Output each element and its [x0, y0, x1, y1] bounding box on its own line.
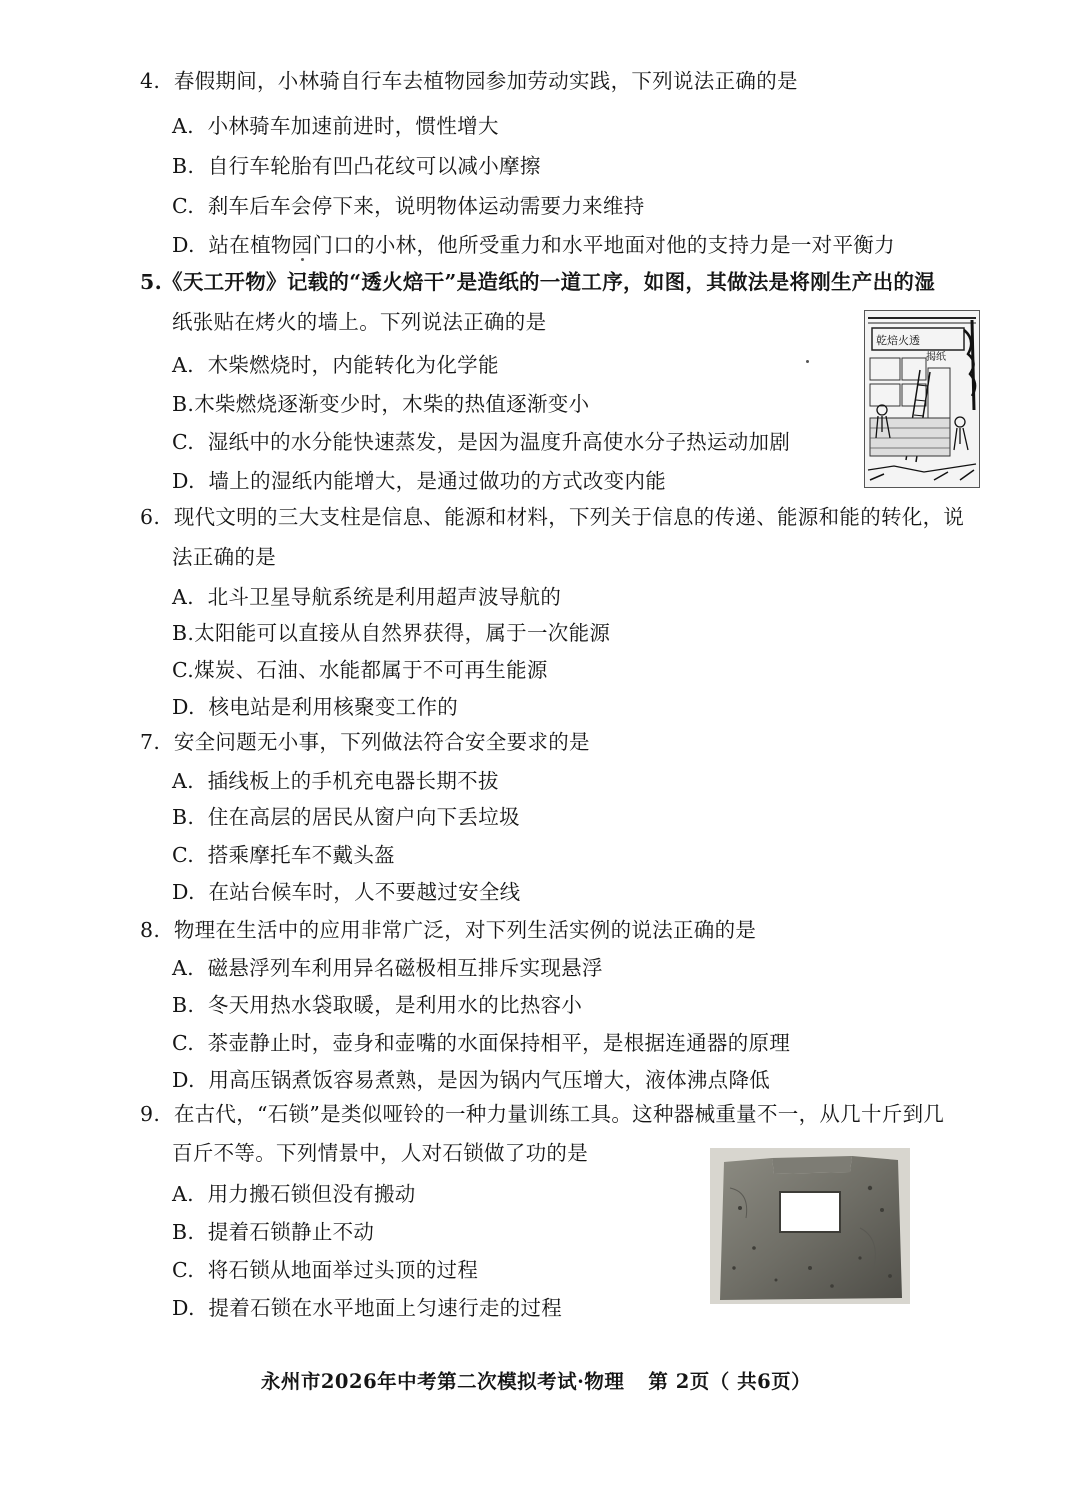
q6-stem-line-1: 6. 现代文明的三大支柱是信息、能源和材料，下列关于信息的传递、能源和能的转化，说	[140, 505, 965, 529]
q8-option-c: C. 茶壶静止时，壶身和壶嘴的水面保持相平，是根据连通器的原理	[172, 1031, 791, 1055]
q9-stem-line-1: 9. 在古代，“石锁”是类似哑铃的一种力量训练工具。这种器械重量不一，从几十斤到几	[140, 1102, 945, 1126]
q8-option-d: D. 用高压锅煮饭容易煮熟，是因为锅内气压增大，液体沸点降低	[172, 1068, 771, 1092]
q5-option-c: C. 湿纸中的水分能快速蒸发，是因为温度升高使水分子热运动加剧	[172, 430, 791, 454]
q4-number: 4.	[140, 69, 161, 93]
q4-option-b: B. 自行车轮胎有凹凸花纹可以减小摩擦	[172, 154, 541, 178]
figure-side-label: 揭纸	[926, 352, 946, 363]
q6-number: 6.	[140, 505, 161, 529]
q8-stem-line-1: 8. 物理在生活中的应用非常广泛，对下列生活实例的说法正确的是	[140, 918, 757, 942]
q9-option-d: D. 提着石锁在水平地面上匀速行走的过程	[172, 1296, 563, 1320]
q4-option-d: D. 站在植物园门口的小林，他所受重力和水平地面对他的支持力是一对平衡力	[172, 233, 895, 257]
q5-option-d: D. 墙上的湿纸内能增大，是通过做功的方式改变内能	[172, 469, 667, 493]
q4-option-a: A. 小林骑车加速前进时，惯性增大	[172, 114, 499, 138]
page-number: 第 2页（ 共6页）	[648, 1370, 812, 1393]
q8-option-a: A. 磁悬浮列车利用异名磁极相互排斥实现悬浮	[172, 956, 603, 980]
q8-number: 8.	[140, 918, 161, 942]
q7-option-c: C. 搭乘摩托车不戴头盔	[172, 843, 395, 867]
stone-lock-photo	[710, 1148, 910, 1304]
q9-number: 9.	[140, 1102, 161, 1126]
papermaking-illustration	[864, 310, 980, 488]
q8-option-b: B. 冬天用热水袋取暖，是利用水的比热容小	[172, 993, 583, 1017]
q5-option-a: A. 木柴燃烧时，内能转化为化学能	[172, 353, 499, 377]
q7-stem-line-1: 7. 安全问题无小事，下列做法符合安全要求的是	[140, 730, 590, 754]
q5-stem-line-1: 5.《天工开物》记载的“透火焙干”是造纸的一道工序，如图，其做法是将刚生产出的湿	[140, 270, 935, 294]
q4-stem-line-1: 4. 春假期间，小林骑自行车去植物园参加劳动实践，下列说法正确的是	[140, 69, 798, 93]
q9-stem-line-2: 百斤不等。下列情景中，人对石锁做了功的是	[172, 1141, 588, 1165]
q6-option-d: D. 核电站是利用核聚变工作的	[172, 695, 459, 719]
q6-option-b: B.太阳能可以直接从自然界获得，属于一次能源	[172, 621, 611, 645]
q9-option-c: C. 将石锁从地面举过头顶的过程	[172, 1258, 479, 1282]
q6-stem-line-2: 法正确的是	[172, 545, 276, 569]
page-footer	[0, 1368, 1072, 1396]
q7-option-d: D. 在站台候车时，人不要越过安全线	[172, 880, 521, 904]
q9-option-a: A. 用力搬石锁但没有搬动	[172, 1182, 416, 1206]
q9-option-b: B. 提着石锁静止不动	[172, 1220, 375, 1244]
q5-option-b: B.木柴燃烧逐渐变少时，木柴的热值逐渐变小	[172, 392, 590, 416]
q7-option-b: B. 住在高层的居民从窗户向下丢垃圾	[172, 805, 520, 829]
scan-speck	[806, 360, 809, 363]
q4-option-c: C. 刹车后车会停下来，说明物体运动需要力来维持	[172, 194, 645, 218]
q5-number: 5.	[140, 270, 163, 294]
q6-option-a: A. 北斗卫星导航系统是利用超声波导航的	[172, 585, 562, 609]
q7-number: 7.	[140, 730, 161, 754]
q7-option-a: A. 插线板上的手机充电器长期不拔	[172, 769, 499, 793]
figure-title-label: 乾焙火透	[876, 334, 920, 347]
q5-stem-line-2: 纸张贴在烤火的墙上。下列说法正确的是	[172, 310, 547, 334]
q6-option-c: C.煤炭、石油、水能都属于不可再生能源	[172, 658, 548, 682]
exam-title: 永州市2026年中考第二次模拟考试·物理	[260, 1370, 625, 1393]
scan-speck	[301, 258, 304, 261]
